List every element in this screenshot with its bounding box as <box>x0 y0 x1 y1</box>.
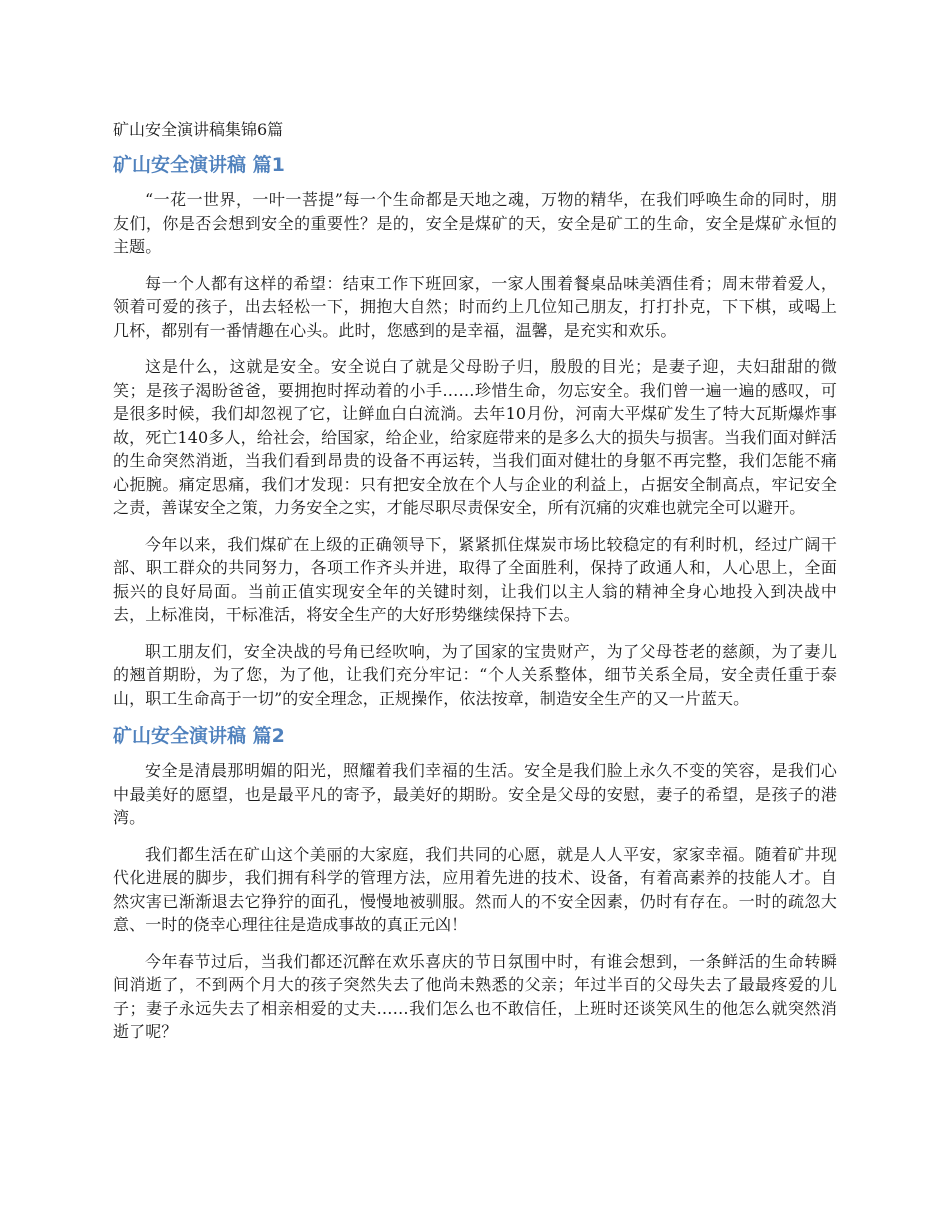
section-1 <box>113 152 837 710</box>
paragraph: 职工朋友们，安全决战的号角已经吹响，为了国家的宝贵财产，为了父母苍老的慈颜，为了妻儿的翘首期盼，为了您，为了他，让我们充分牢记：“个人关系整体，细节关系全局，安全责任重于泰山，职工生命高于一切”的安全理念，正规操作，依法按章，制造安全生产的又一片蓝天。 <box>113 641 837 708</box>
paragraph: 今年春节过后，当我们都还沉醉在欢乐喜庆的节日氛围中时，有谁会想到，一条鲜活的生命转瞬间消逝了，不到两个月大的孩子突然失去了他尚未熟悉的父亲；年过半百的父母失去了最最疼爱的儿子；妻子永远失去了相亲相爱的丈夫……我们怎么也不敢信任，上班时还谈笑风生的他怎么就突然消逝了呢？ <box>113 951 837 1041</box>
paragraph: “一花一世界，一叶一菩提”每一个生命都是天地之魂，万物的精华，在我们呼唤生命的同时，朋友们，你是否会想到安全的重要性？是的，安全是煤矿的天，安全是矿工的生命，安全是煤矿永恒的主题。 <box>113 190 837 256</box>
paragraph: 我们都生活在矿山这个美丽的大家庭，我们共同的心愿，就是人人平安，家家幸福。随着矿井现代化进展的脚步，我们拥有科学的管理方法，应用着先进的技术、设备，有着高素养的技能人才。自然灾害已渐渐退去它狰狞的面孔，慢慢地被驯服。然而人的不安全因素，仍时有存在。一时的疏忽大意、一时的侥幸心理往往是造成事故的真正元凶！ <box>113 844 837 934</box>
paragraph: 安全是清晨那明媚的阳光，照耀着我们幸福的生活。安全是我们脸上永久不变的笑容，是我们心中最美好的愿望，也是最平凡的寄予，最美好的期盼。安全是父母的安慰，妻子的希望，是孩子的港湾。 <box>113 761 837 827</box>
paragraph: 每一个人都有这样的希望：结束工作下班回家，一家人围着餐桌品味美酒佳肴；周末带着爱人，领着可爱的孩子，出去轻松一下，拥抱大自然；时而约上几位知己朋友，打打扑克，下下棋，或喝上几杯，都别有一番情趣在心头。此时，您感到的是幸福，温馨，是充实和欢乐。 <box>113 273 837 340</box>
section-heading: 矿山安全演讲稿 篇2 <box>113 725 285 747</box>
document-page <box>113 118 837 1057</box>
section-heading: 矿山安全演讲稿 篇1 <box>113 154 285 176</box>
document-title: 矿山安全演讲稿集锦6篇 <box>113 120 284 139</box>
section-2 <box>113 723 837 1044</box>
paragraph: 今年以来，我们煤矿在上级的正确领导下，紧紧抓住煤炭市场比较稳定的有利时机，经过广阔干部、职工群众的共同努力，各项工作齐头并进，取得了全面胜利，保持了政通人和，人心思上，全面振兴的良好局面。当前正值实现安全年的关键时刻，让我们以主人翁的精神全身心地投入到决战中去，上标准岗，干标准活，将安全生产的大好形势继续保持下去。 <box>113 534 837 624</box>
paragraph: 这是什么，这就是安全。安全说白了就是父母盼子归，殷殷的目光；是妻子迎，夫妇甜甜的微笑；是孩子渴盼爸爸，要拥抱时挥动着的小手……珍惜生命，勿忘安全。我们曾一遍一遍的感叹，可是很多时候，我们却忽视了它，让鲜血白白流淌。去年10月份，河南大平煤矿发生了特大瓦斯爆炸事故，死亡140多人，给社会，给国家，给企业，给家庭带来的是多么大的损失与损害。当我们面对鲜活的生命突然消逝，当我们看到昂贵的设备不再运转，当我们面对健壮的身躯不再完整，我们怎能不痛心扼腕。痛定思痛，我们才发现：只有把安全放在个人与企业的利益上，占据安全制高点，牢记安全之责，善谋安全之策，力务安全之实，才能尽职尽责保安全，所有沉痛的灾难也就完全可以避开。 <box>113 357 837 517</box>
